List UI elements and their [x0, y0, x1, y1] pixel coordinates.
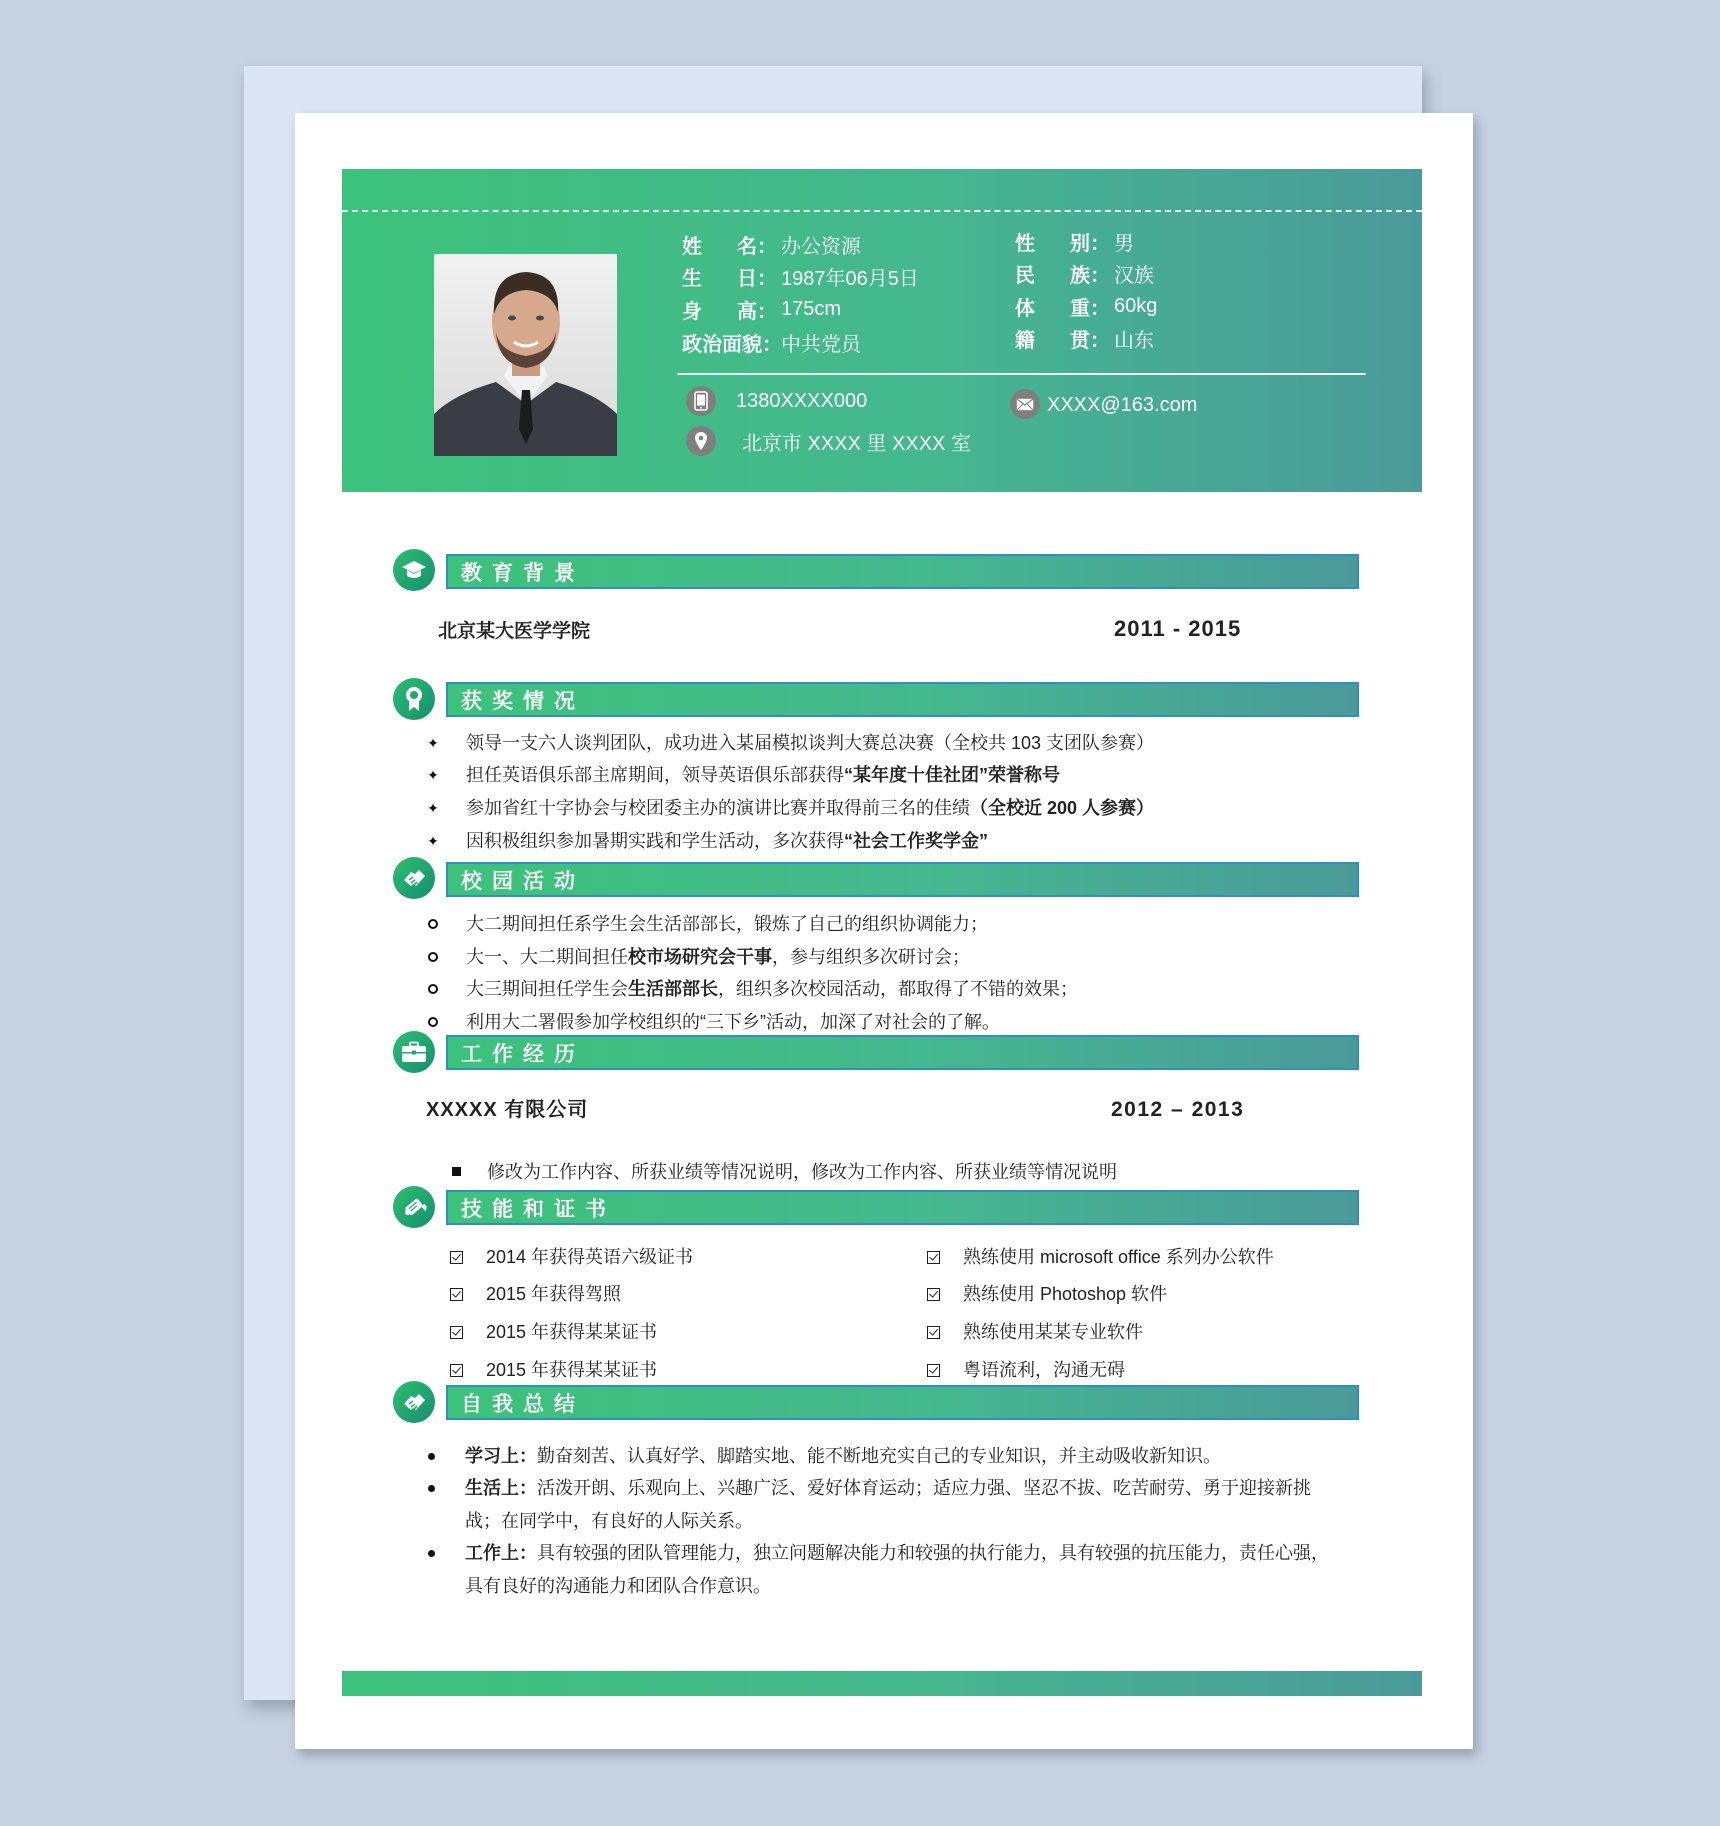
work-period: 2012 – 2013 [1111, 1098, 1245, 1121]
section-header-awards [446, 682, 1359, 717]
square-bullet-icon [452, 1167, 461, 1176]
field-label: 身 [682, 300, 702, 323]
colon: ： [757, 300, 777, 323]
section-title: 技能和证书 [461, 1197, 616, 1221]
handshake-icon [393, 857, 435, 899]
field-value-name: 办公资源 [781, 235, 861, 258]
award-highlight: “某年度十佳社团”荣誉称号 [844, 765, 1060, 785]
checkbox-checked-icon [927, 1326, 940, 1339]
sparkle-bullet-icon: ✦ [427, 735, 439, 751]
field-label: 名 [737, 235, 757, 258]
award-text: 因积极组织参加暑期实践和学生活动，多次获得 [466, 831, 844, 851]
section-title: 获奖情况 [461, 689, 585, 713]
graduation-cap-icon [393, 549, 435, 591]
award-item [466, 761, 1060, 789]
skill-item: 熟练使用某某专业软件 [963, 1322, 1143, 1342]
section-title: 工作经历 [461, 1042, 585, 1066]
colon: ： [1090, 232, 1110, 255]
dot-bullet-icon [428, 1485, 435, 1492]
skill-item: 2015 年获得某某证书 [486, 1322, 658, 1342]
field-value-political-status: 中共党员 [781, 333, 861, 356]
award-item [466, 794, 1154, 822]
campus-highlight: 生活部部长 [628, 979, 718, 999]
skill-item: 粤语流利，沟通无碍 [963, 1360, 1125, 1380]
skill-item: 2015 年获得某某证书 [486, 1360, 658, 1380]
section-header-skills [446, 1190, 1359, 1225]
handshake-icon [393, 1381, 435, 1423]
checkbox-checked-icon [450, 1251, 463, 1264]
section-title: 校园活动 [461, 869, 585, 893]
sparkle-bullet-icon: ✦ [427, 833, 439, 849]
skill-item: 2015 年获得驾照 [486, 1284, 622, 1304]
field-label: 性 [1015, 232, 1035, 255]
field-gender [1015, 226, 1134, 256]
summary-text: 具有较强的团队管理能力，独立问题解决能力和较强的执行能力，具有较强的抗压能力，责任心强， [537, 1543, 1329, 1563]
award-ribbon-icon [393, 678, 435, 720]
award-text: 担任英语俱乐部主席期间，领导英语俱乐部获得 [466, 765, 844, 785]
field-label: 体 [1015, 297, 1035, 320]
checkbox-checked-icon [450, 1326, 463, 1339]
colon: ： [1090, 264, 1110, 287]
email-address: XXXX@163.com [1047, 394, 1198, 416]
field-label: 民 [1015, 264, 1035, 287]
field-label: 别 [1070, 232, 1090, 255]
company-name: XXXXX 有限公司 [426, 1099, 589, 1121]
checkbox-checked-icon [450, 1288, 463, 1301]
field-value-hometown: 山东 [1114, 329, 1154, 352]
campus-item [466, 1008, 1000, 1036]
field-label: 日 [737, 267, 757, 290]
colon: ： [757, 267, 777, 290]
field-hometown [1015, 323, 1154, 353]
checkbox-checked-icon [927, 1364, 940, 1377]
checkbox-checked-icon [927, 1288, 940, 1301]
skill-item: 2014 年获得英语六级证书 [486, 1247, 694, 1267]
section-header-summary [446, 1385, 1359, 1420]
header-dashed-divider [342, 210, 1422, 212]
briefcase-icon [393, 1031, 435, 1073]
field-height [682, 294, 841, 324]
summary-text-continued: 战；在同学中，有良好的人际关系。 [465, 1511, 753, 1531]
summary-label: 生活上： [465, 1478, 537, 1498]
ring-bullet-icon [428, 919, 438, 929]
checkbox-checked-icon [450, 1364, 463, 1377]
field-name [682, 229, 861, 259]
summary-item-work [465, 1539, 1329, 1567]
section-header-campus [446, 862, 1359, 897]
campus-text: ，组织多次校园活动，都取得了不错的效果； [718, 979, 1078, 999]
home-address: 北京市 XXXX 里 XXXX 室 [742, 433, 971, 455]
field-weight [1015, 291, 1157, 321]
section-header-work [446, 1035, 1359, 1070]
header-divider [677, 373, 1366, 375]
summary-text: 勤奋刻苦、认真好学、脚踏实地、能不断地充实自己的专业知识，并主动吸收新知识。 [537, 1446, 1221, 1466]
location-pin-icon [686, 426, 716, 456]
checkbox-checked-icon [927, 1251, 940, 1264]
campus-item [466, 943, 970, 971]
campus-text: ，参与组织多次研讨会； [772, 947, 970, 967]
phone-number: 1380XXXX000 [736, 390, 868, 412]
field-label: 重 [1070, 297, 1090, 320]
campus-highlight: 校市场研究会干事 [628, 947, 772, 967]
email-icon [1010, 389, 1040, 419]
campus-text: 大二期间担任系学生会生活部部长，锻炼了自己的组织协调能力； [466, 914, 988, 934]
summary-label: 工作上： [465, 1543, 537, 1563]
ring-bullet-icon [428, 952, 438, 962]
phone-icon [686, 386, 716, 416]
summary-item-study [465, 1442, 1221, 1470]
field-value-birthday: 1987年06月5日 [781, 267, 919, 290]
certificate-scroll-icon [393, 1186, 435, 1228]
field-label: 生 [682, 267, 702, 290]
field-label: 族 [1070, 264, 1090, 287]
summary-text-continued: 具有良好的沟通能力和团队合作意识。 [465, 1576, 771, 1596]
field-value-height: 175cm [781, 297, 842, 320]
field-label: 政治面貌 [682, 333, 762, 356]
field-political-status [682, 327, 861, 357]
award-text: 领导一支六人谈判团队，成功进入某届模拟谈判大赛总决赛（全校共 103 支团队参赛） [466, 733, 1155, 753]
campus-text: 大三期间担任学生会 [466, 979, 628, 999]
sparkle-bullet-icon: ✦ [427, 767, 439, 783]
colon: ： [1090, 297, 1110, 320]
summary-text: 活泼开朗、乐观向上、兴趣广泛、爱好体育运动；适应力强、坚忍不拔、吃苦耐劳、勇于迎接新挑 [537, 1478, 1311, 1498]
school-name: 北京某大医学学院 [438, 621, 591, 642]
field-label: 高 [737, 300, 757, 323]
section-header-education [446, 554, 1359, 589]
ring-bullet-icon [428, 1017, 438, 1027]
campus-text: 大一、大二期间担任 [466, 947, 628, 967]
work-description: 修改为工作内容、所获业绩等情况说明，修改为工作内容、所获业绩等情况说明 [487, 1162, 1117, 1182]
campus-item [466, 910, 988, 938]
award-highlight: （全校近 200 人参赛） [970, 798, 1155, 818]
education-period: 2011 - 2015 [1114, 616, 1242, 641]
skill-item: 熟练使用 microsoft office 系列办公软件 [963, 1247, 1274, 1267]
colon: ： [1090, 329, 1110, 352]
dot-bullet-icon [428, 1453, 435, 1460]
field-value-ethnicity: 汉族 [1114, 264, 1154, 287]
section-title: 教育背景 [461, 561, 585, 585]
campus-text: 利用大二署假参加学校组织的“三下乡”活动，加深了对社会的了解。 [466, 1012, 1000, 1032]
colon: ： [762, 333, 782, 356]
dot-bullet-icon [428, 1550, 435, 1557]
field-birthday [682, 261, 919, 291]
footer-decorative-bar [342, 1671, 1422, 1696]
section-title: 自我总结 [461, 1392, 585, 1416]
summary-label: 学习上： [465, 1446, 537, 1466]
campus-item [466, 975, 1078, 1003]
award-item [466, 729, 1154, 757]
field-ethnicity [1015, 258, 1154, 288]
award-text: 参加省红十字协会与校团委主办的演讲比赛并取得前三名的佳绩 [466, 798, 970, 818]
field-value-gender: 男 [1114, 232, 1134, 255]
field-label: 姓 [682, 235, 702, 258]
award-item [466, 827, 988, 855]
summary-item-life [465, 1474, 1311, 1502]
profile-photo [434, 254, 617, 456]
colon: ： [757, 235, 777, 258]
award-highlight: “社会工作奖学金” [844, 831, 988, 851]
field-label: 籍 [1015, 329, 1035, 352]
skill-item: 熟练使用 Photoshop 软件 [963, 1284, 1168, 1304]
ring-bullet-icon [428, 984, 438, 994]
field-label: 贯 [1070, 329, 1090, 352]
person-portrait-icon [434, 254, 617, 456]
sparkle-bullet-icon: ✦ [427, 800, 439, 816]
field-value-weight: 60kg [1114, 294, 1158, 317]
